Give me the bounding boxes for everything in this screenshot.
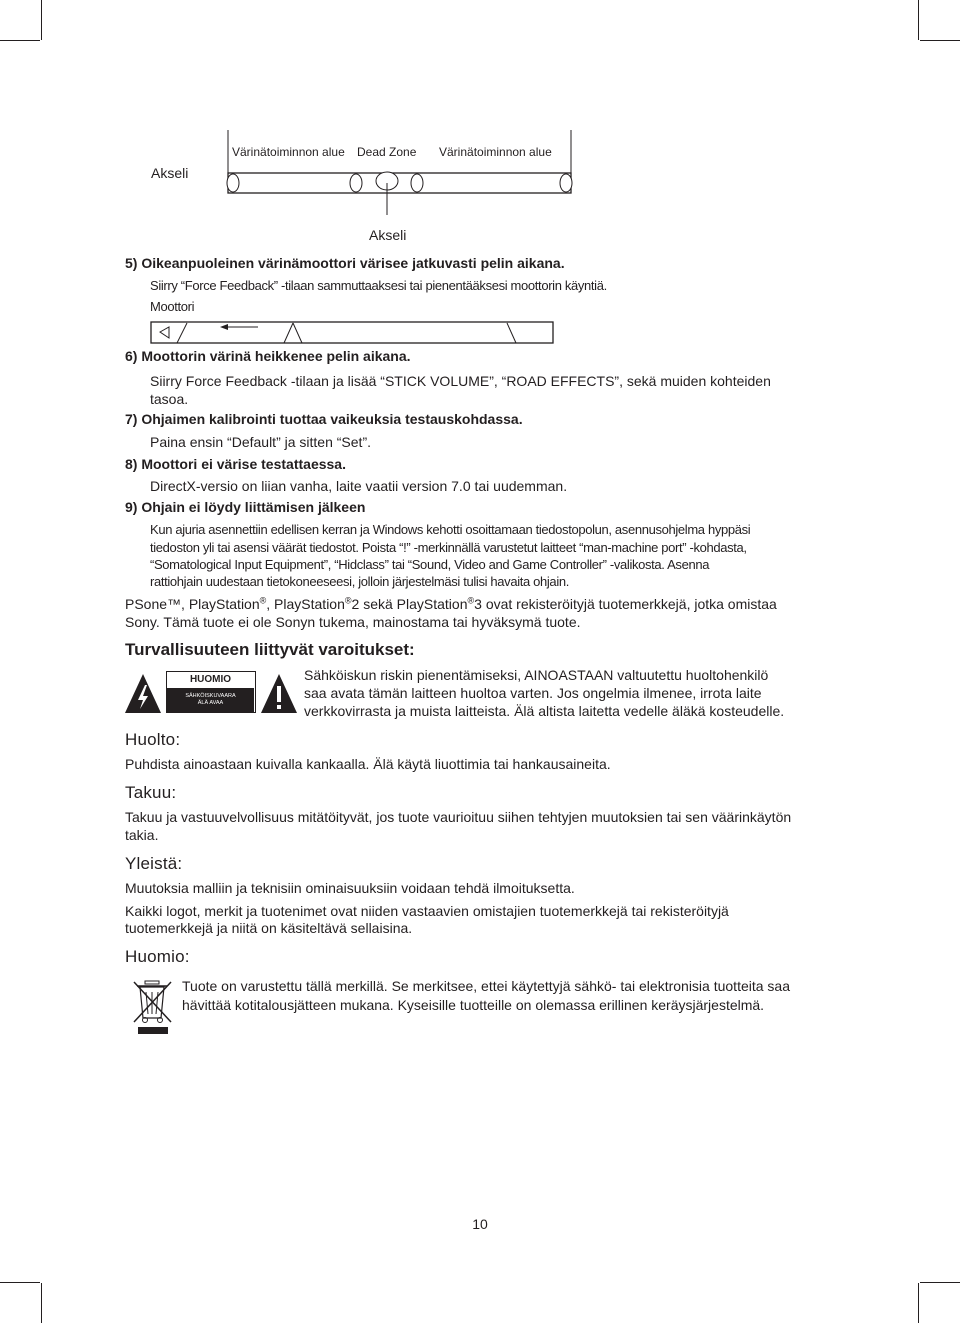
dead-zone-label: Dead Zone [357, 145, 417, 159]
item-6-text-1: Siirry Force Feedback -tilaan ja lisää “STICK VOLUME”, “ROAD EFFECTS”, sekä muiden kohteiden [150, 373, 771, 389]
huolto-text: Puhdista ainoastaan kuivalla kankaalla. Älä käytä liuottimia tai hankausaineita. [125, 756, 611, 772]
item-9-text-1: Kun ajuria asennettiin edellisen kerran ja Windows kehotti osoittamaan tiedostopolun, asennusohjelma hyppäsi [150, 522, 751, 537]
motor-label: Moottori [150, 299, 195, 314]
takuu-text-2: takia. [125, 827, 159, 843]
item-7-title: 7) Ohjaimen kalibrointi tuottaa vaikeuksia testauskohdassa. [125, 411, 523, 427]
yleista-text-3: tuotemerkkejä ja niitä on käsiteltävä sellaisina. [125, 920, 413, 936]
page-number: 10 [472, 1216, 488, 1232]
safety-text-1: Sähköiskun riskin pienentämiseksi, AINOASTAAN valtuutettu huoltohenkilö [304, 667, 769, 683]
yleista-text-2: Kaikki logot, merkit ja tuotenimet ovat niiden vastaavien omistajien tuotemerkkejä tai rekisteröityjä [125, 903, 729, 919]
vibration-zone-right-label: Värinätoiminnon alue [439, 145, 552, 159]
item-9-title: 9) Ohjain ei löydy liittämisen jälkeen [125, 499, 366, 515]
motor-diagram-svg [150, 320, 556, 346]
crop-mark [920, 1282, 960, 1283]
caution-sub-2: ÄLÄ AVAA [197, 700, 224, 706]
item-8-title: 8) Moottori ei värise testattaessa. [125, 456, 346, 472]
trademark-text-1 [125, 595, 777, 613]
safety-heading: Turvallisuuteen liittyvät varoitukset: [125, 640, 415, 659]
trademark-part-4: 3 ovat rekisteröityjä tuotemerkkejä, jotka omistaa [474, 596, 777, 612]
weee-bin-icon [131, 978, 175, 1036]
takuu-heading: Takuu: [125, 783, 177, 802]
yleista-text-1: Muutoksia malliin ja teknisiin ominaisuuksiin voidaan tehdä ilmoituksetta. [125, 880, 575, 896]
item-9-text-3: “Somatological Input Equipment”, “Hidclass” tai “Sound, Video and Game Controller” -valikosta. Asenna [150, 557, 710, 572]
item-5-title: 5) Oikeanpuoleinen värinämoottori värisee jatkuvasti pelin aikana. [125, 255, 565, 271]
crop-mark [41, 1283, 42, 1323]
registered-mark: ® [344, 595, 352, 606]
huomio-text-1: Tuote on varustettu tällä merkillä. Se merkitsee, ettei käytettyjä sähkö- tai elektronisia tuotteita saa [182, 978, 790, 994]
axis-label-bottom: Akseli [369, 227, 407, 243]
exclamation-warning-icon [260, 672, 298, 714]
crop-mark [918, 1283, 919, 1323]
crop-mark [918, 0, 919, 40]
trademark-text-2: Sony. Tämä tuote ei ole Sonyn tukema, mainostama tai hyväksymä tuote. [125, 614, 581, 630]
item-7-text: Paina ensin “Default” ja sitten “Set”. [150, 434, 371, 450]
huomio-heading: Huomio: [125, 947, 190, 966]
electric-shock-warning-icon [124, 672, 162, 714]
registered-mark: ® [467, 595, 475, 606]
registered-mark: ® [259, 595, 267, 606]
item-6-title: 6) Moottorin värinä heikkenee pelin aikana. [125, 348, 411, 364]
item-8-text: DirectX-versio on liian vanha, laite vaatii version 7.0 tai uudemman. [150, 478, 568, 494]
trademark-part-3: 2 sekä PlayStation [351, 596, 468, 612]
trademark-part-2: , PlayStation [266, 596, 345, 612]
trademark-part-1: PSone™, PlayStation [125, 596, 260, 612]
crop-mark [0, 1282, 40, 1283]
huolto-heading: Huolto: [125, 730, 181, 749]
crop-mark [920, 40, 960, 41]
zone-diagram [140, 125, 580, 250]
huomio-text-2: hävittää kotitalousjätteen mukana. Kyseisille tuotteille on olemassa erillinen keräysjärjestelmä. [182, 997, 765, 1013]
safety-text-3: verkkovirrasta ja muista laitteista. Älä altista laitetta vedelle äläkä kosteudelle. [304, 703, 785, 719]
caution-title: HUOMIO [189, 674, 232, 685]
crop-mark [0, 40, 40, 41]
vibration-zone-left-label: Värinätoiminnon alue [232, 145, 345, 159]
caution-dark-band [167, 688, 254, 712]
item-6-text-2: tasoa. [150, 391, 189, 407]
item-9-text-4: rattiohjain uudestaan tietokoneeseesi, jolloin järjestelmäsi tulisi havaita ohjain. [150, 574, 569, 589]
caution-label-box [166, 671, 256, 713]
yleista-heading: Yleistä: [125, 854, 183, 873]
item-9-text-2: tiedoston yli tai asensi väärät tiedostot. Poista “!” -merkinnällä varustetut laitteet “man-machine port” -kohdasta, [150, 540, 747, 555]
crop-mark [41, 0, 42, 40]
item-5-text: Siirry “Force Feedback” -tilaan sammuttaaksesi tai pienentääksesi moottorin käyntiä. [150, 278, 607, 293]
motor-diagram [150, 320, 556, 346]
safety-text-2: saa avata tämän laitteen huoltoa varten. Jos ongelmia ilmenee, irrota laite [304, 685, 762, 701]
zone-diagram-svg [140, 125, 580, 250]
caution-sub-1: SÄHKÖISKUVAARA [185, 693, 236, 699]
takuu-text-1: Takuu ja vastuuvelvollisuus mitätöityvät, jos tuote vaurioituu siihen tehtyjen muutoksien tai sen väärinkäytön [125, 809, 792, 825]
axis-label-left: Akseli [151, 165, 189, 181]
